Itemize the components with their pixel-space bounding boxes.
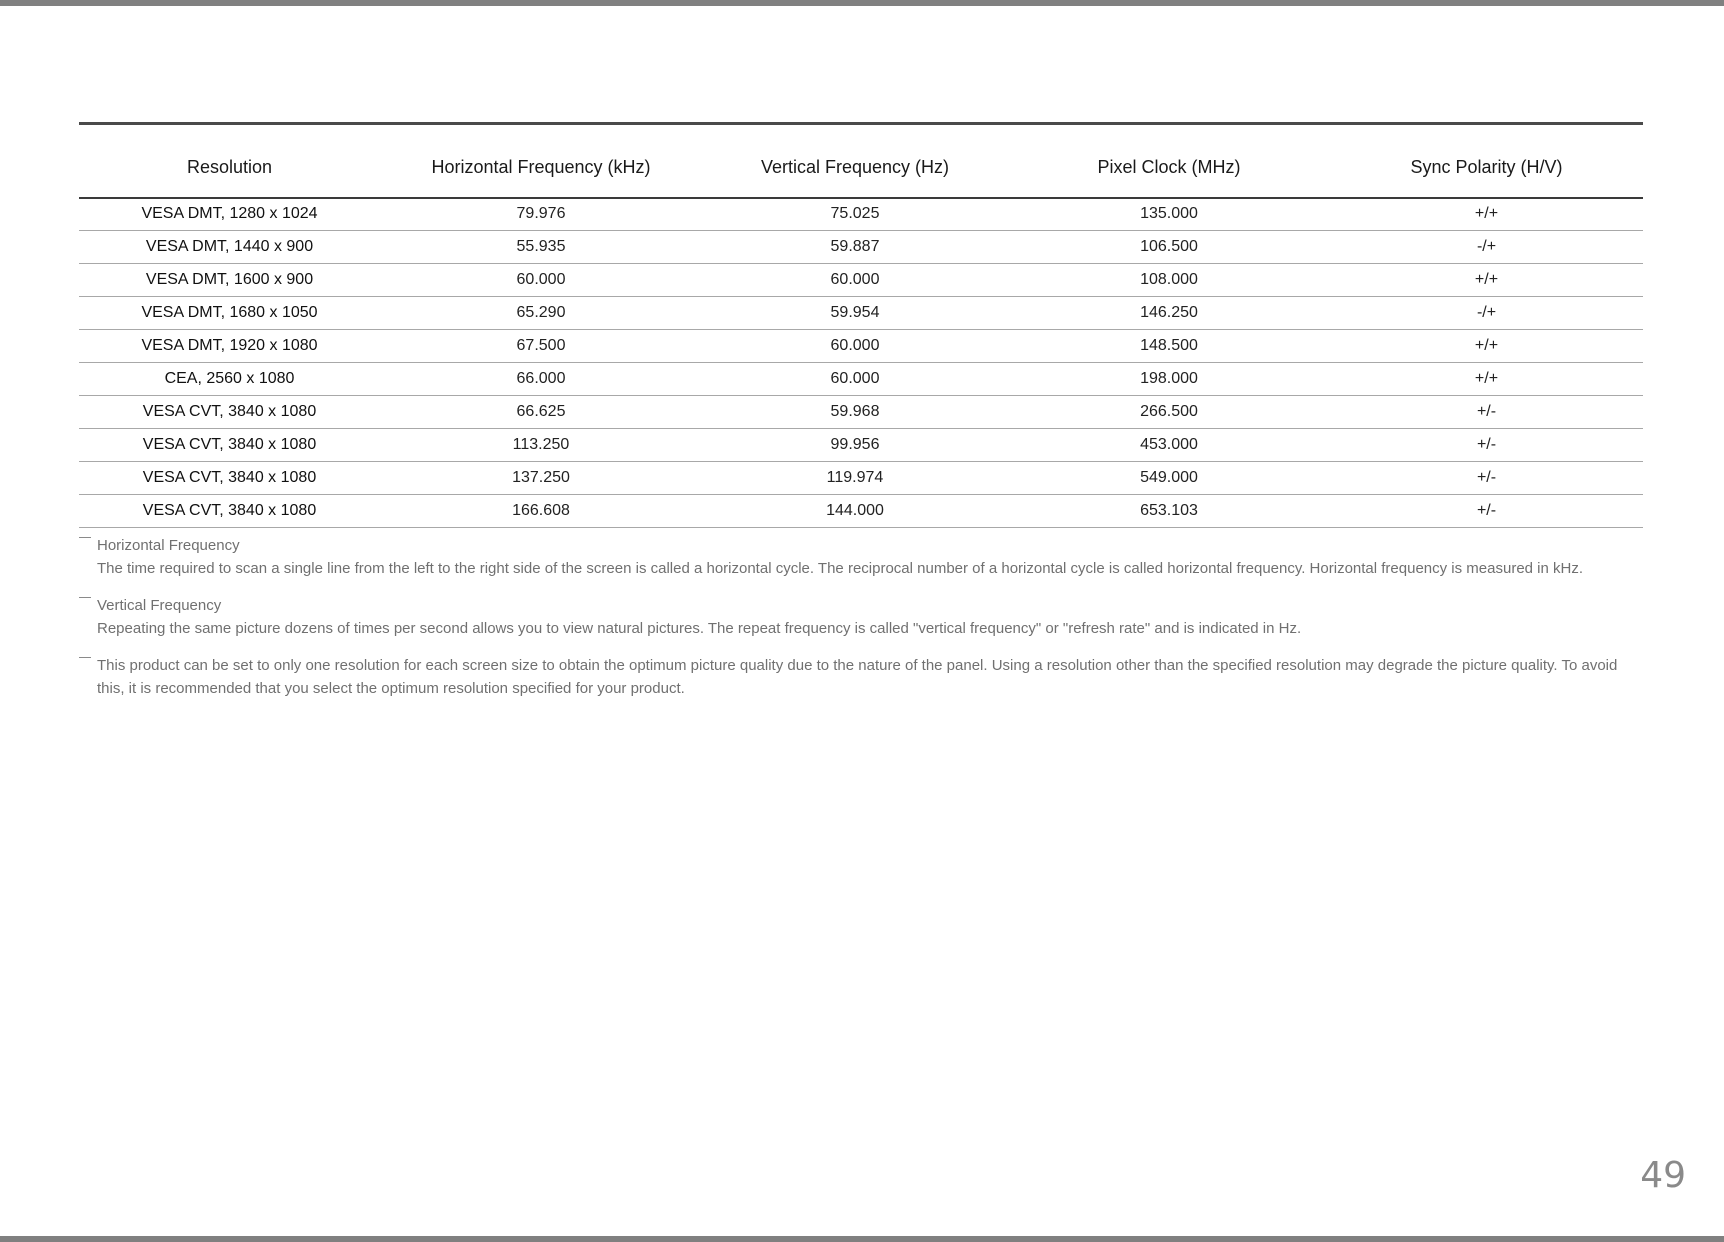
- table-row: [79, 462, 1643, 495]
- cell-pixel-clock: 266.500: [1008, 396, 1330, 429]
- cell-sync-polarity: +/-: [1330, 495, 1643, 528]
- table-row: [79, 198, 1643, 231]
- cell-resolution: VESA DMT, 1600 x 900: [79, 264, 380, 297]
- table-row: [79, 231, 1643, 264]
- cell-resolution: VESA DMT, 1440 x 900: [79, 231, 380, 264]
- cell-resolution: VESA DMT, 1280 x 1024: [79, 198, 380, 231]
- cell-pixel-clock: 549.000: [1008, 462, 1330, 495]
- cell-pixel-clock: 108.000: [1008, 264, 1330, 297]
- note-vertical-frequency: [79, 594, 1643, 640]
- note-text: This product can be set to only one resolution for each screen size to obtain the optimum picture quality due to the nature of the panel. Using a resolution other than the specified resolution may degrade the picture quality. To avoid this, it is recommended that you select the optimum resolution specified for your product.: [97, 657, 1618, 697]
- header-vertical-frequency: Vertical Frequency (Hz): [760, 157, 950, 178]
- timing-table: [79, 122, 1643, 528]
- table-row: [79, 330, 1643, 363]
- cell-horizontal-frequency: 66.000: [380, 363, 702, 396]
- cell-horizontal-frequency: 60.000: [380, 264, 702, 297]
- cell-resolution: VESA CVT, 3840 x 1080: [79, 495, 380, 528]
- table-row: [79, 495, 1643, 528]
- page-number: 49: [1640, 1155, 1686, 1196]
- header-resolution: Resolution: [186, 157, 273, 178]
- bottom-border: [0, 1236, 1724, 1242]
- cell-vertical-frequency: 59.968: [702, 396, 1008, 429]
- note-text: The time required to scan a single line from the left to the right side of the screen is called a horizontal cycle. The reciprocal number of a horizontal cycle is called horizontal frequency. Horizontal frequency is measured in kHz.: [97, 560, 1584, 577]
- cell-resolution: VESA CVT, 3840 x 1080: [79, 429, 380, 462]
- note-dash-icon: [79, 537, 91, 538]
- cell-vertical-frequency: 144.000: [702, 495, 1008, 528]
- cell-sync-polarity: +/+: [1330, 264, 1643, 297]
- notes-section: [79, 534, 1643, 714]
- cell-pixel-clock: 148.500: [1008, 330, 1330, 363]
- cell-sync-polarity: +/-: [1330, 396, 1643, 429]
- table-row: [79, 264, 1643, 297]
- note-optimum-resolution: [79, 654, 1643, 700]
- cell-vertical-frequency: 59.887: [702, 231, 1008, 264]
- cell-horizontal-frequency: 66.625: [380, 396, 702, 429]
- cell-sync-polarity: -/+: [1330, 297, 1643, 330]
- note-dash-icon: [79, 657, 91, 658]
- table-row: [79, 363, 1643, 396]
- cell-vertical-frequency: 119.974: [702, 462, 1008, 495]
- note-text: Repeating the same picture dozens of times per second allows you to view natural pictures. The repeat frequency is called "vertical frequency" or "refresh rate" and is indicated in Hz.: [97, 620, 1302, 637]
- cell-sync-polarity: +/-: [1330, 462, 1643, 495]
- table-row: [79, 429, 1643, 462]
- top-border: [0, 0, 1724, 6]
- cell-horizontal-frequency: 65.290: [380, 297, 702, 330]
- note-dash-icon: [79, 597, 91, 598]
- table-header-row: [79, 124, 1643, 198]
- cell-pixel-clock: 106.500: [1008, 231, 1330, 264]
- cell-sync-polarity: +/+: [1330, 198, 1643, 231]
- cell-pixel-clock: 198.000: [1008, 363, 1330, 396]
- cell-vertical-frequency: 59.954: [702, 297, 1008, 330]
- cell-vertical-frequency: 60.000: [702, 264, 1008, 297]
- cell-sync-polarity: +/+: [1330, 330, 1643, 363]
- header-horizontal-frequency: Horizontal Frequency (kHz): [431, 157, 651, 178]
- cell-vertical-frequency: 60.000: [702, 330, 1008, 363]
- cell-horizontal-frequency: 67.500: [380, 330, 702, 363]
- cell-horizontal-frequency: 113.250: [380, 429, 702, 462]
- cell-vertical-frequency: 99.956: [702, 429, 1008, 462]
- note-horizontal-frequency: [79, 534, 1643, 580]
- cell-pixel-clock: 146.250: [1008, 297, 1330, 330]
- table-row: [79, 396, 1643, 429]
- cell-vertical-frequency: 75.025: [702, 198, 1008, 231]
- note-title: Horizontal Frequency: [97, 537, 240, 554]
- cell-horizontal-frequency: 55.935: [380, 231, 702, 264]
- cell-vertical-frequency: 60.000: [702, 363, 1008, 396]
- cell-pixel-clock: 453.000: [1008, 429, 1330, 462]
- cell-horizontal-frequency: 79.976: [380, 198, 702, 231]
- cell-sync-polarity: -/+: [1330, 231, 1643, 264]
- cell-pixel-clock: 135.000: [1008, 198, 1330, 231]
- cell-resolution: VESA CVT, 3840 x 1080: [79, 462, 380, 495]
- cell-sync-polarity: +/+: [1330, 363, 1643, 396]
- cell-sync-polarity: +/-: [1330, 429, 1643, 462]
- cell-horizontal-frequency: 166.608: [380, 495, 702, 528]
- cell-pixel-clock: 653.103: [1008, 495, 1330, 528]
- cell-resolution: CEA, 2560 x 1080: [79, 363, 380, 396]
- table-row: [79, 297, 1643, 330]
- cell-resolution: VESA DMT, 1920 x 1080: [79, 330, 380, 363]
- note-title: Vertical Frequency: [97, 597, 222, 614]
- cell-resolution: VESA CVT, 3840 x 1080: [79, 396, 380, 429]
- cell-horizontal-frequency: 137.250: [380, 462, 702, 495]
- header-pixel-clock: Pixel Clock (MHz): [1097, 157, 1241, 178]
- cell-resolution: VESA DMT, 1680 x 1050: [79, 297, 380, 330]
- header-sync-polarity: Sync Polarity (H/V): [1410, 157, 1563, 178]
